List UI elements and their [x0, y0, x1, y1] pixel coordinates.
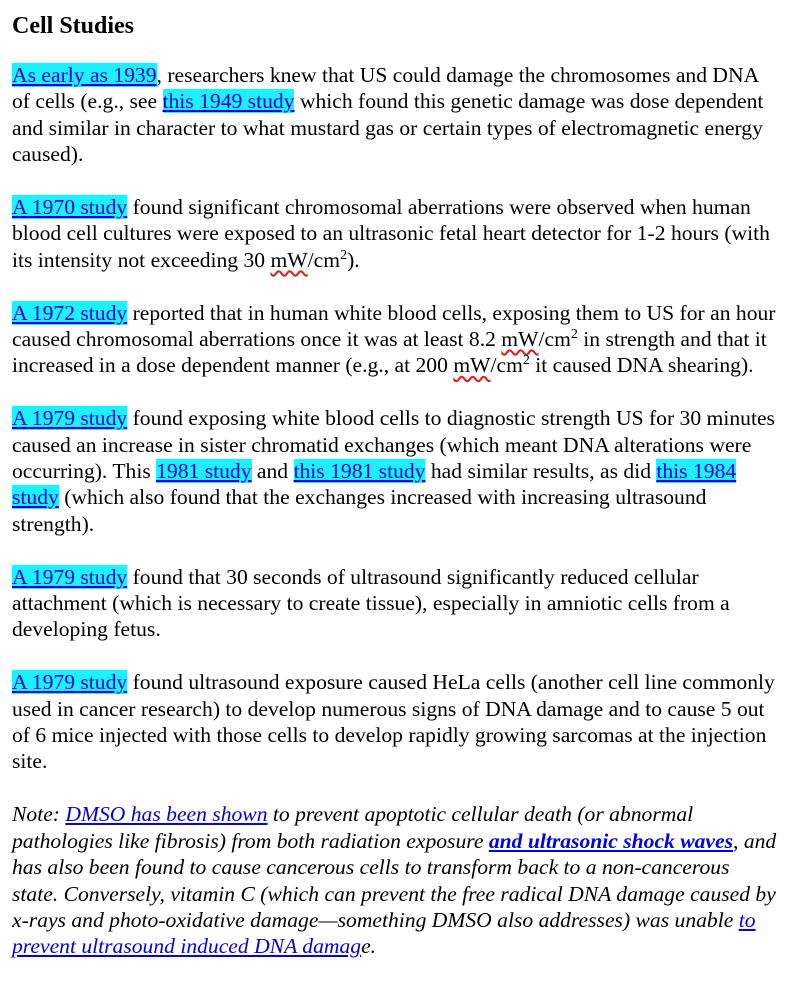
- text-span: , researchers knew that US could damage the chromosomes and DNA of cells (e.g., see: [12, 63, 758, 114]
- text-span: it caused DNA shearing).: [529, 353, 754, 378]
- text-span: ).: [347, 247, 360, 272]
- study-link[interactable]: A 1979 study: [12, 406, 128, 431]
- text-span: found ultrasound exposure caused HeLa cells (another cell line commonly used in cancer research) to develop numerous signs of DNA damage and to cause 5 out of 6 mice injected with those cells to develop rapidly growing sarcomas at the injection site.: [12, 670, 775, 774]
- text-span: /cm: [307, 247, 341, 272]
- paragraph: [12, 669, 780, 775]
- text-span: e.: [361, 934, 377, 959]
- text-span: /cm: [538, 327, 571, 352]
- spellcheck-flagged-text: mW: [270, 247, 308, 272]
- study-link[interactable]: A 1979 study: [12, 564, 128, 589]
- text-span: in strength and that it increased in a dose dependent manner (e.g., at 200: [12, 327, 767, 378]
- study-link[interactable]: this 1981 study: [293, 459, 426, 484]
- study-link[interactable]: and ultrasonic shock waves: [488, 828, 734, 853]
- spellcheck-flagged-text: mW: [453, 353, 491, 378]
- study-link[interactable]: to prevent ultrasound induced DNA damag: [12, 907, 756, 959]
- paragraph: [12, 194, 780, 273]
- text-span: /cm: [490, 353, 523, 378]
- superscript: 2: [340, 247, 348, 263]
- study-link[interactable]: A 1979 study: [12, 670, 128, 695]
- study-link[interactable]: this 1984 study: [12, 459, 737, 510]
- spellcheck-flagged-text: mW: [501, 327, 539, 352]
- note-paragraph: [12, 801, 780, 959]
- text-span: which found this genetic damage was dose dependent and similar in character to what mustard gas or certain types of electromagnetic energy caused).: [12, 89, 764, 167]
- document-body: [12, 62, 780, 960]
- text-span: found exposing white blood cells to diagnostic strength US for 30 minutes caused an increase in sister chromatid exchanges (which meant DNA alterations were occurring). This: [12, 406, 775, 484]
- text-span: reported that in human white blood cells, exposing them to US for an hour caused chromosomal aberrations once it was at least 8.2: [12, 300, 776, 352]
- paragraph: [12, 405, 780, 537]
- text-span: Note:: [12, 802, 66, 827]
- text-span: found significant chromosomal aberrations were observed when human blood cell cultures were exposed to an ultrasonic fetal heart detector for 1-2 hours (with its intensity not exceeding 30: [12, 195, 770, 272]
- study-link[interactable]: As early as 1939: [12, 63, 157, 87]
- paragraph: [12, 300, 780, 379]
- study-link[interactable]: 1981 study: [156, 459, 252, 484]
- section-heading: Cell Studies: [12, 13, 135, 39]
- text-span: had similar results, as did: [425, 459, 657, 484]
- study-link[interactable]: A 1972 study: [12, 300, 128, 325]
- text-span: found that 30 seconds of ultrasound significantly reduced cellular attachment (which is necessary to create tissue), especially in amniotic cells from a developing fetus.: [12, 564, 730, 642]
- study-link[interactable]: DMSO has been shown: [65, 802, 268, 827]
- study-link[interactable]: A 1970 study: [12, 195, 128, 220]
- study-link[interactable]: this 1949 study: [162, 89, 295, 114]
- superscript: 2: [522, 353, 530, 369]
- paragraph: [12, 564, 780, 643]
- text-span: to prevent apoptotic cellular death (or abnormal pathologies like fibrosis) from both radiation exposure: [12, 802, 694, 853]
- text-span: , and has also been found to cause cancerous cells to transform back to a non-cancerous state. Conversely, vitamin C (which can prevent the free radical DNA damage caused by x-rays and photo-oxidative damage—something DMSO also addresses) was unable: [12, 828, 777, 932]
- superscript: 2: [570, 327, 578, 343]
- paragraph: [12, 62, 780, 168]
- text-span: (which also found that the exchanges increased with increasing ultrasound strength).: [12, 485, 707, 536]
- text-span: and: [251, 459, 294, 484]
